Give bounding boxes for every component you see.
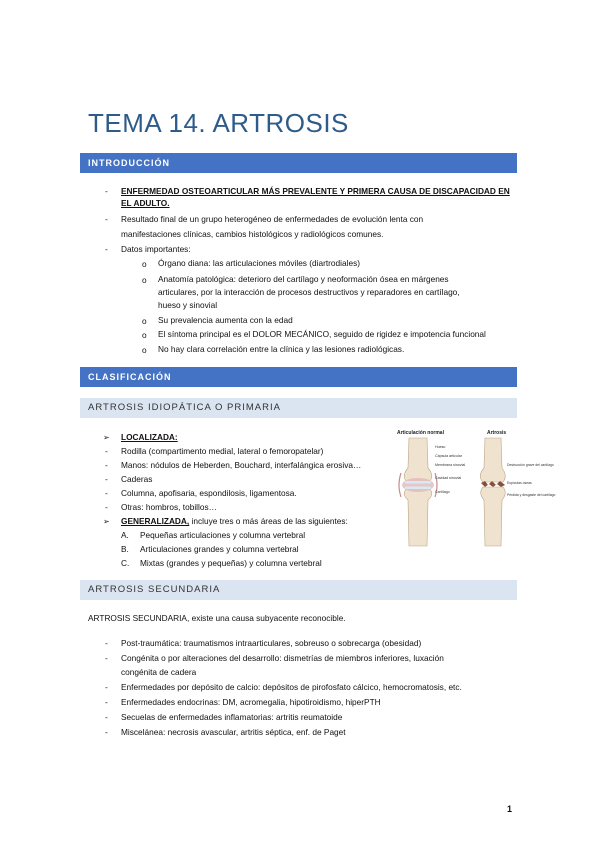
bullet-dash: -: [105, 488, 108, 498]
letter-marker: A.: [121, 530, 129, 540]
localizada-item-3: Caderas: [121, 474, 153, 484]
arrow-bullet: ➢: [103, 433, 110, 442]
secundaria-item-6: Miscelánea: necrosis avascular, artritis séptica, enf. de Paget: [121, 727, 346, 737]
page-title: TEMA 14. ARTROSIS: [88, 108, 349, 138]
intro-sub-1: Órgano diana: las articulaciones móviles (diartrodiales): [158, 258, 360, 268]
page-number: 1: [507, 804, 513, 814]
section-heading-introduccion: INTRODUCCIÓN: [80, 153, 517, 173]
bullet-dash: -: [105, 446, 108, 456]
localizada-label: LOCALIZADA:: [121, 432, 178, 442]
letter-marker: C.: [121, 558, 130, 568]
section-heading-clasificacion: CLASIFICACIÓN: [80, 367, 517, 387]
intro-bullet-2-line-2: manifestaciones clínicas, cambios histológicos y radiológicos comunes.: [121, 229, 384, 239]
intro-bullet-1-line-1: ENFERMEDAD OSTEOARTICULAR MÁS PREVALENTE Y PRIMERA CAUSA DE DISCAPACIDAD EN: [121, 186, 510, 196]
intro-bullet-1-line-2: EL ADULTO.: [121, 198, 170, 208]
figure-label: Pérdida y desgaste del cartílago: [507, 493, 556, 497]
secundaria-item-5: Secuelas de enfermedades inflamatorias: artritis reumatoide: [121, 712, 343, 722]
figure-label: Cápsula articular: [435, 454, 462, 458]
bullet-dash: -: [105, 653, 108, 663]
sub-bullet-marker: o: [142, 316, 147, 326]
localizada-item-2: Manos: nódulos de Heberden, Bouchard, interfalángica erosiva…: [121, 460, 362, 470]
figure-label: Membrana sinovial: [435, 463, 466, 467]
bullet-dash: -: [105, 186, 108, 196]
arthritic-knee-drawing: [480, 438, 505, 546]
intro-sub-5: No hay clara correlación entre la clínica y las lesiones radiológicas.: [158, 344, 405, 354]
figure-title-artrosis: Artrosis: [487, 430, 507, 436]
bullet-dash: -: [105, 727, 108, 737]
figure-title-normal: Articulación normal: [397, 430, 444, 436]
bullet-dash: -: [105, 502, 108, 512]
intro-bullet-2-line-1: Resultado final de un grupo heterogéneo de enfermedades de evolución lenta con: [121, 214, 424, 224]
secundaria-item-2-line-2: congénita de cadera: [121, 667, 197, 677]
figure-label: Cartílago: [435, 490, 450, 494]
generalizada-text: incluye tres o más áreas de las siguientes:: [189, 516, 348, 526]
arrow-bullet: ➢: [103, 517, 110, 526]
secundaria-intro: ARTROSIS SECUNDARIA, existe una causa subyacente reconocible.: [88, 613, 346, 623]
intro-sub-3: Su prevalencia aumenta con la edad: [158, 315, 293, 325]
secundaria-item-1: Post-traumática: traumatismos intraarticulares, sobreuso o sobrecarga (obesidad): [121, 638, 422, 648]
localizada-item-5: Otras: hombros, tobillos…: [121, 502, 217, 512]
sub-bullet-marker: o: [142, 345, 147, 355]
figure-label: Cavidad sinovial: [435, 476, 462, 480]
sub-bullet-marker: o: [142, 259, 147, 269]
normal-knee-drawing: [399, 438, 437, 546]
localizada-item-4: Columna, apofisaria, espondilosis, ligamentosa.: [121, 488, 297, 498]
subsection-heading-secundaria: ARTROSIS SECUNDARIA: [80, 580, 517, 600]
generalizada-label: GENERALIZADA,: [121, 516, 190, 526]
secundaria-item-2-line-1: Congénita o por alteraciones del desarrollo: dismetrías de miembros inferiores, luxación: [121, 653, 444, 663]
intro-sub-2-line-1: Anatomía patológica: deterioro del cartílago y neoformación ósea en márgenes: [158, 274, 449, 284]
secundaria-item-4: Enfermedades endocrinas: DM, acromegalia, hipotiroidismo, hiperPTH: [121, 697, 381, 707]
generalizada-line: [121, 516, 348, 527]
bullet-dash: -: [105, 712, 108, 722]
intro-sub-2-line-3: hueso y sinovial: [158, 300, 218, 310]
figure-label: Destrucción grave del cartílago: [507, 463, 554, 467]
bullet-dash: -: [105, 460, 108, 470]
generalizada-item-a: Pequeñas articulaciones y columna vertebral: [140, 530, 306, 540]
intro-sub-4: El síntoma principal es el DOLOR MECÁNICO, seguido de rigidez e impotencia funcional: [158, 329, 486, 339]
bullet-dash: -: [105, 244, 108, 254]
knee-joint-illustration: [395, 428, 556, 548]
figure-label: Espículas óseas: [507, 481, 532, 485]
generalizada-item-b: Articulaciones grandes y columna vertebral: [140, 544, 299, 554]
bullet-dash: -: [105, 474, 108, 484]
intro-bullet-3: Datos importantes:: [121, 244, 191, 254]
sub-bullet-marker: o: [142, 330, 147, 340]
subsection-heading-primaria: ARTROSIS IDIOPÁTICA O PRIMARIA: [80, 398, 517, 418]
bullet-dash: -: [105, 214, 108, 224]
letter-marker: B.: [121, 544, 129, 554]
secundaria-item-3: Enfermedades por depósito de calcio: depósitos de pirofosfato cálcico, hemocromatosis, etc.: [121, 682, 462, 692]
bullet-dash: -: [105, 638, 108, 648]
sub-bullet-marker: o: [142, 275, 147, 285]
bullet-dash: -: [105, 682, 108, 692]
intro-sub-2-line-2: articulares, por la interacción de procesos destructivos y reparadores en cartílago,: [158, 287, 460, 297]
bullet-dash: -: [105, 697, 108, 707]
figure-label: Hueso: [435, 445, 446, 449]
localizada-item-1: Rodilla (compartimento medial, lateral o femoropatelar): [121, 446, 324, 456]
generalizada-item-c: Mixtas (grandes y pequeñas) y columna vertebral: [140, 558, 322, 568]
